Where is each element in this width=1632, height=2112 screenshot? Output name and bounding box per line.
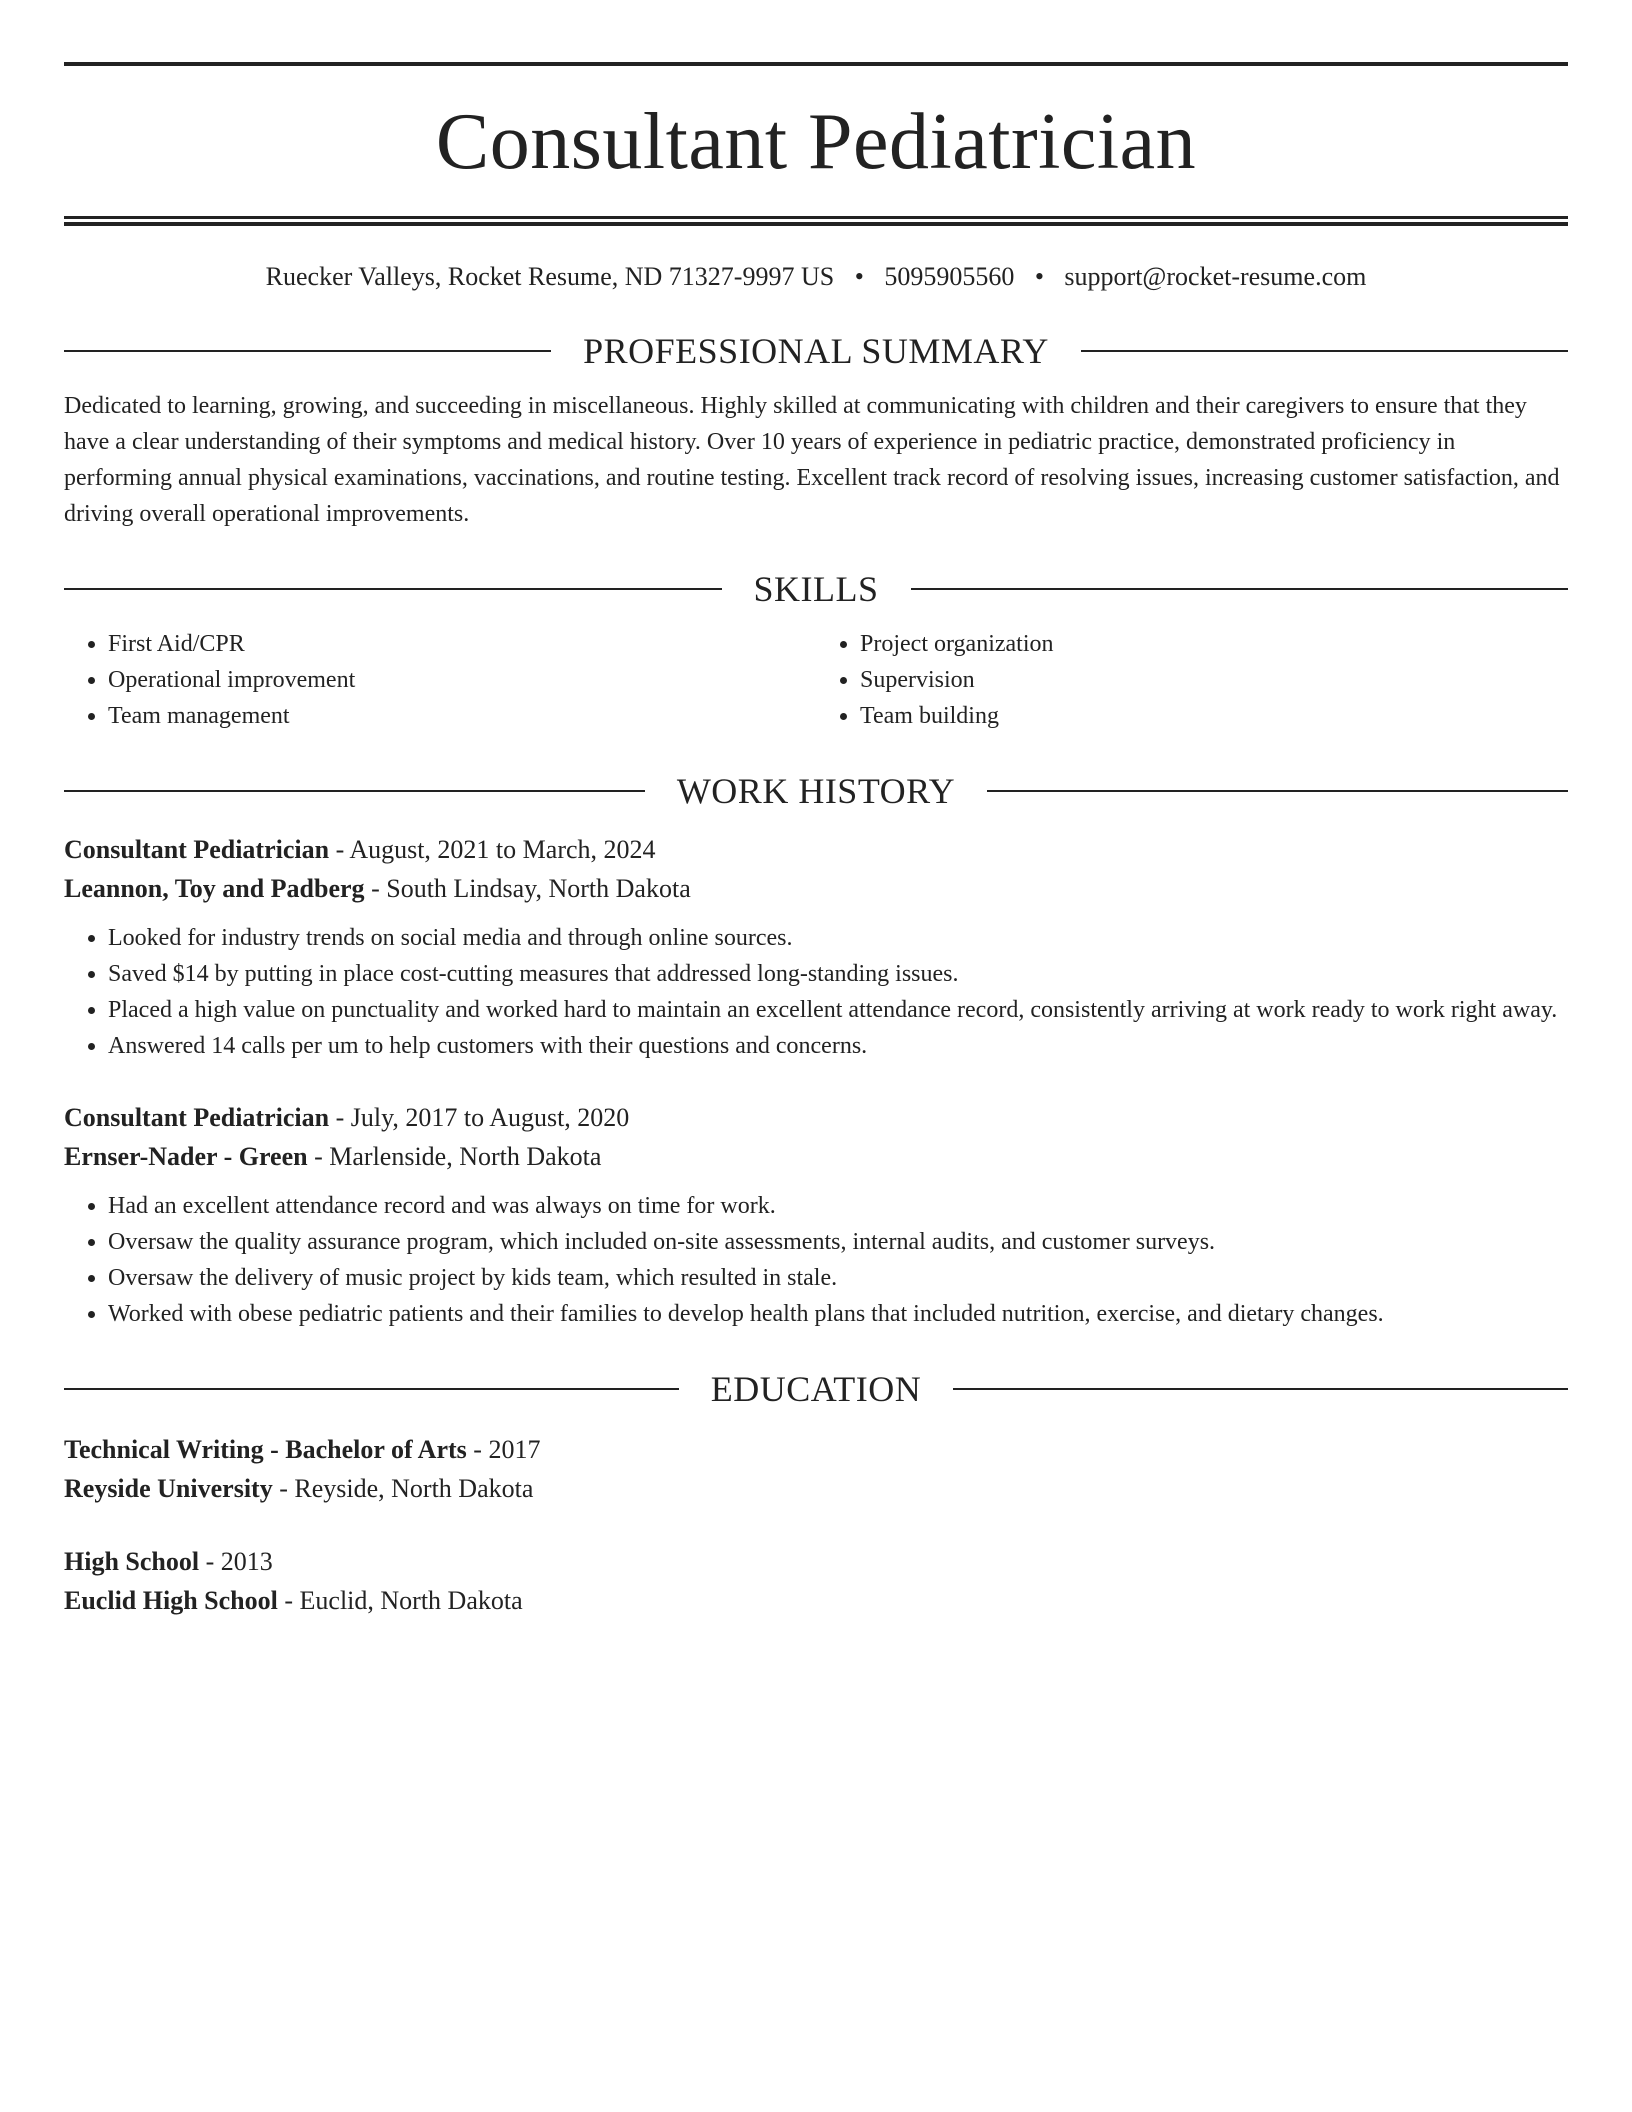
job-company-line [64,869,1568,908]
job-entry [64,830,1568,1064]
job-title-line [64,830,1568,869]
contact-separator: • [854,262,864,291]
skills-list [64,626,1568,734]
heading-rule [64,588,722,590]
heading-rule [64,790,645,792]
education-school-line [64,1581,1568,1620]
dash: - [329,835,350,864]
skill-item: • Operational improvement [108,662,816,698]
dash: - [272,1474,295,1503]
skill-item: • First Aid/CPR [108,626,816,662]
dash: - [199,1547,221,1576]
dash: - [307,1142,330,1171]
education-heading [64,1366,1568,1412]
education-year: 2017 [488,1435,541,1464]
education-degree-line [64,1430,1568,1469]
heading-rule [64,1388,679,1390]
skill-item: • Team management [108,698,816,734]
job-title: Consultant Pediatrician [64,835,330,864]
skills-column-right [816,626,1568,734]
education-location: Reyside, North Dakota [294,1474,534,1503]
job-bullet: • Had an excellent attendance record and was always on time for work. [108,1188,1568,1224]
job-company-line [64,1137,1568,1176]
top-rule [64,62,1568,66]
job-dates: August, 2021 to March, 2024 [349,835,656,864]
heading-rule [64,350,551,352]
section-title: WORK HISTORY [676,771,956,811]
skill-item: • Team building [860,698,1568,734]
dash: - [329,1103,351,1132]
education-school-line [64,1469,1568,1508]
education-school: Euclid High School [64,1586,278,1615]
job-bullet: • Oversaw the quality assurance program, which included on-site assessments, internal audits, and customer surveys. [108,1224,1568,1260]
education-degree: Technical Writing - Bachelor of Arts [64,1435,467,1464]
education-entry [64,1430,1568,1508]
education-entry [64,1542,1568,1620]
job-title-line [64,1098,1568,1137]
heading-rule [1081,350,1568,352]
job-title: Consultant Pediatrician [64,1103,330,1132]
section-title: EDUCATION [710,1369,922,1409]
education-location: Euclid, North Dakota [299,1586,523,1615]
contact-phone: 5095905560 [884,262,1015,291]
skills-column-left [64,626,816,734]
skills-heading [64,566,1568,612]
job-company: Leannon, Toy and Padberg [64,874,365,903]
dash: - [466,1435,489,1464]
contact-separator: • [1034,262,1044,291]
job-bullets [64,1188,1568,1332]
job-company: Ernser-Nader - Green [64,1142,308,1171]
skill-item: • Project organization [860,626,1568,662]
job-bullet: • Looked for industry trends on social media and through online sources. [108,920,1568,956]
job-bullets [64,920,1568,1064]
double-rule [64,216,1568,226]
contact-line [64,260,1568,294]
job-location: South Lindsay, North Dakota [386,874,691,903]
education-degree: High School [64,1547,200,1576]
skill-item: • Supervision [860,662,1568,698]
summary-text: Dedicated to learning, growing, and succeeding in miscellaneous. Highly skilled at communicating with children and their caregivers to ensure that they have a clear understanding of their symptoms and medical history. Over 10 years of experience in pediatric practice, demonstrated proficiency in performing annual physical examinations, vaccinations, and routine testing. Excellent track record of resolving issues, increasing customer satisfaction, and driving overall operational improvements. [64,393,1560,527]
job-dates: July, 2017 to August, 2020 [350,1103,630,1132]
dash: - [364,874,387,903]
education-school: Reyside University [64,1474,273,1503]
work-heading [64,768,1568,814]
heading-rule [911,588,1569,590]
heading-rule [987,790,1568,792]
section-title: PROFESSIONAL SUMMARY [583,331,1049,371]
education-degree-line [64,1542,1568,1581]
section-title: SKILLS [753,569,879,609]
job-location: Marlenside, North Dakota [329,1142,602,1171]
job-bullet: • Saved $14 by putting in place cost-cutting measures that addressed long-standing issues. [108,956,1568,992]
resume-name: Consultant Pediatrician [435,98,1197,186]
job-entry [64,1098,1568,1332]
summary-heading [64,328,1568,374]
heading-rule [953,1388,1568,1390]
job-bullet: • Answered 14 calls per um to help customers with their questions and concerns. [108,1028,1568,1064]
dash: - [277,1586,300,1615]
education-year: 2013 [220,1547,273,1576]
contact-email: support@rocket-resume.com [1064,262,1367,291]
job-bullet: • Worked with obese pediatric patients and their families to develop health plans that included nutrition, exercise, and dietary changes. [108,1296,1568,1332]
contact-address: Ruecker Valleys, Rocket Resume, ND 71327-9997 US [265,262,835,291]
job-bullet: • Placed a high value on punctuality and worked hard to maintain an excellent attendance record, consistently arriving at work ready to work right away. [108,992,1568,1028]
job-bullet: • Oversaw the delivery of music project by kids team, which resulted in stale. [108,1260,1568,1296]
